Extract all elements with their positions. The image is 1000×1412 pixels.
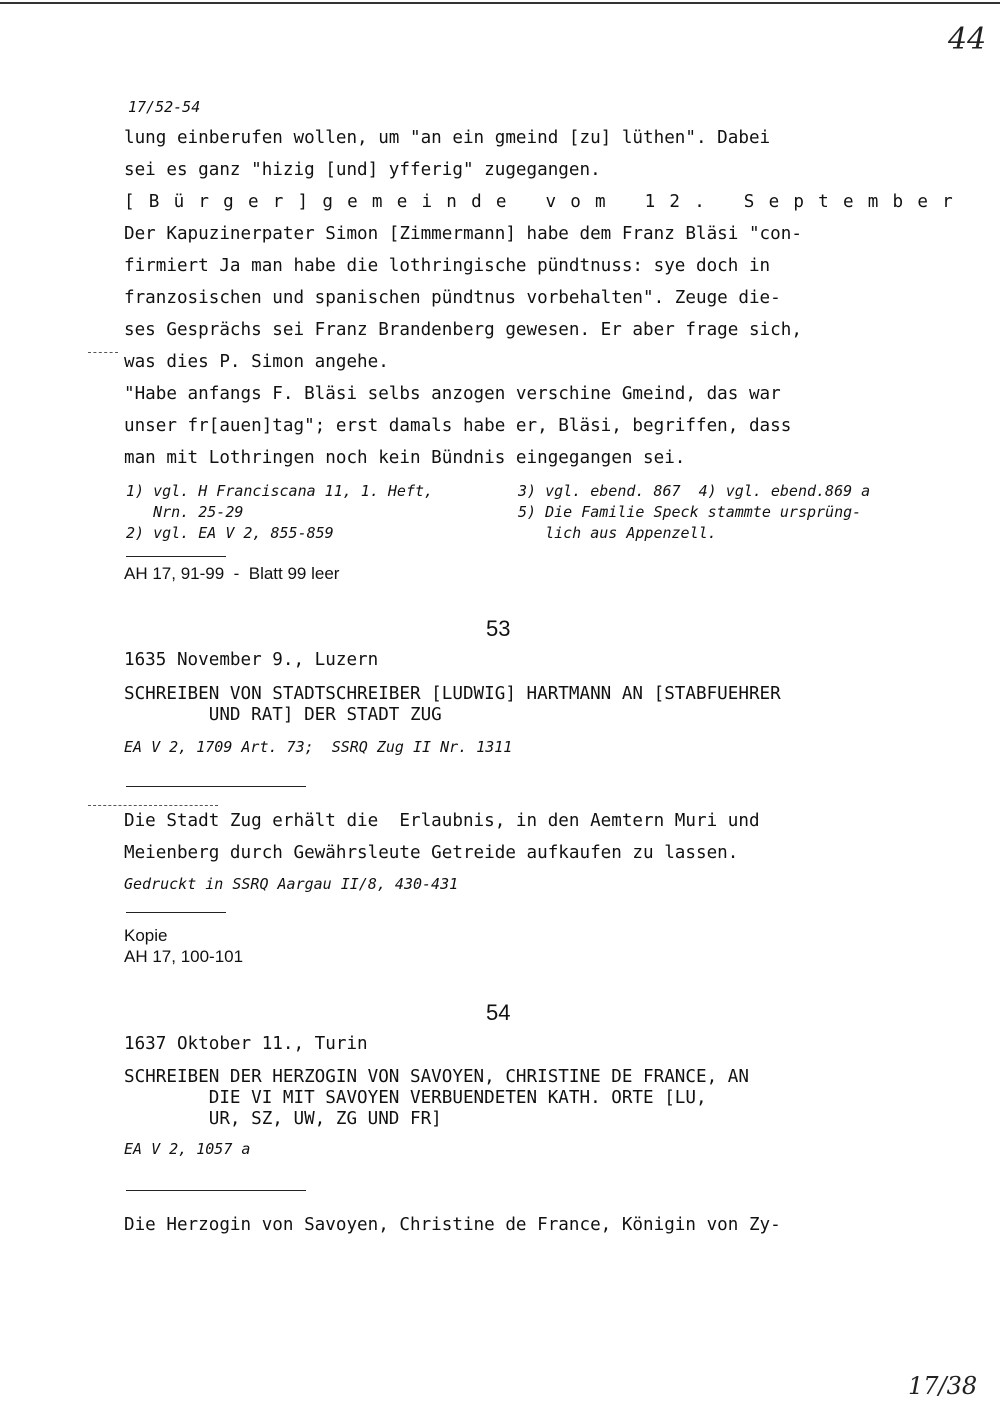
separator-rule — [126, 786, 306, 787]
text-line: sei es ganz "hizig [und] yfferig" zugegangen. — [124, 160, 601, 180]
top-border-line — [0, 2, 1000, 4]
section-heading: [Bürger]gemeinde vom 12. September — [124, 192, 967, 212]
text-line: lung einberufen wollen, um "an ein gmeind [zu] lüthen". Dabei — [124, 128, 771, 148]
entry-title-line: SCHREIBEN VON STADTSCHREIBER [LUDWIG] HARTMANN AN [STABFUEHRER — [124, 684, 781, 704]
footnote-line: 1) vgl. H Franciscana 11, 1. Heft, — [126, 482, 434, 500]
entry-title-line: UND RAT] DER STADT ZUG — [124, 705, 442, 725]
copy-type: Kopie — [124, 926, 168, 945]
footnote-line: 3) vgl. ebend. 867 4) vgl. ebend.869 a — [518, 482, 871, 500]
footnote-line: 2) vgl. EA V 2, 855-859 — [126, 524, 334, 542]
entry-reference: EA V 2, 1709 Art. 73; SSRQ Zug II Nr. 1311 — [124, 738, 513, 756]
text-line: Meienberg durch Gewährsleute Getreide aufkaufen zu lassen. — [124, 843, 739, 863]
entry-title-line: UR, SZ, UW, ZG UND FR] — [124, 1109, 442, 1129]
text-line: ses Gesprächs sei Franz Brandenberg gewesen. Er aber frage sich, — [124, 320, 802, 340]
entry-number: 53 — [486, 616, 511, 641]
separator-rule — [126, 912, 226, 913]
entry-reference: EA V 2, 1057 a — [124, 1140, 251, 1158]
margin-mark — [88, 805, 218, 806]
text-line: was dies P. Simon angehe. — [124, 352, 389, 372]
text-line: firmiert Ja man habe die lothringische pündtnuss: sye doch in — [124, 256, 771, 276]
archive-reference: AH 17, 91-99 - Blatt 99 leer — [124, 564, 340, 583]
text-line: "Habe anfangs F. Bläsi selbs anzogen verschine Gmeind, das war — [124, 384, 781, 404]
print-reference: Gedruckt in SSRQ Aargau II/8, 430-431 — [124, 875, 459, 893]
entry-title-line: SCHREIBEN DER HERZOGIN VON SAVOYEN, CHRISTINE DE FRANCE, AN — [124, 1067, 749, 1087]
entry-title-line: DIE VI MIT SAVOYEN VERBUENDETEN KATH. ORTE [LU, — [124, 1088, 707, 1108]
entry-date: 1637 Oktober 11., Turin — [124, 1034, 368, 1054]
footnote-line: 5) Die Familie Speck stammte ursprüng- — [518, 503, 862, 521]
text-line: unser fr[auen]tag"; erst damals habe er, Bläsi, begriffen, dass — [124, 416, 792, 436]
separator-rule — [126, 1190, 306, 1191]
separator-rule — [126, 556, 226, 557]
entry-number: 54 — [486, 1000, 511, 1025]
margin-mark — [88, 352, 118, 353]
reference-code: 17/52-54 — [128, 98, 201, 116]
page-number: 44 — [948, 22, 987, 57]
folio-mark: 17/38 — [908, 1372, 978, 1400]
text-line: Der Kapuzinerpater Simon [Zimmermann] habe dem Franz Bläsi "con- — [124, 224, 802, 244]
text-line: Die Stadt Zug erhält die Erlaubnis, in den Aemtern Muri und — [124, 811, 760, 831]
text-line: man mit Lothringen noch kein Bündnis eingegangen sei. — [124, 448, 686, 468]
entry-date: 1635 November 9., Luzern — [124, 650, 379, 670]
text-line: Die Herzogin von Savoyen, Christine de France, Königin von Zy- — [124, 1215, 781, 1235]
text-line: franzosischen und spanischen pündtnus vorbehalten". Zeuge die- — [124, 288, 781, 308]
archive-reference: AH 17, 100-101 — [124, 947, 244, 966]
footnote-line: Nrn. 25-29 — [126, 503, 244, 521]
footnote-line: lich aus Appenzell. — [518, 524, 717, 542]
